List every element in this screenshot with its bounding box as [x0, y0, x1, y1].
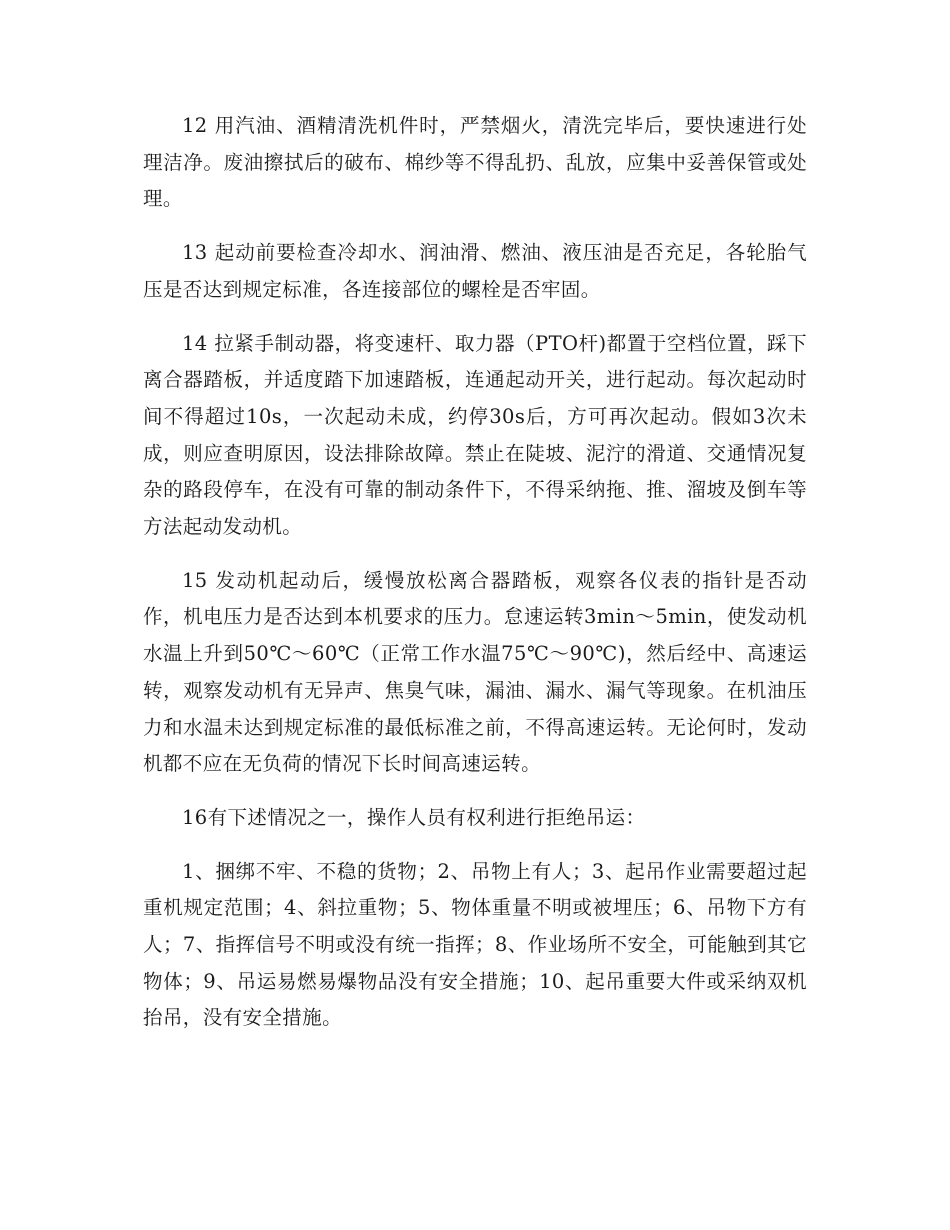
paragraph-item-13: 13 起动前要检查冷却水、润油滑、燃油、液压油是否充足，各轮胎气压是否达到规定标准，各连接部位的螺栓是否牢固。 [143, 241, 807, 301]
paragraph-item-12: 12 用汽油、酒精清洗机件时，严禁烟火，清洗完毕后，要快速进行处理洁净。废油擦拭后的破布、棉纱等不得乱扔、乱放，应集中妥善保管或处理。 [143, 114, 807, 211]
document-body [143, 108, 807, 1054]
paragraph-refusal-list: 1、捆绑不牢、不稳的货物；2、吊物上有人；3、起吊作业需要超过起重机规定范围；4、斜拉重物；5、物体重量不明或被埋压；6、吊物下方有人；7、指挥信号不明或没有统一指挥；8、作业场所不安全，可能触到其它物体；9、吊运易燃易爆物品没有安全措施；10、起吊重要大件或采纳双机抬吊，没有安全措施。 [143, 859, 807, 1030]
paragraph-item-15: 15 发动机起动后，缓慢放松离合器踏板，观察各仪表的指针是否动作，机电压力是否达到本机要求的压力。怠速运转3min～5min，使发动机水温上升到50℃～60℃（正常工作水温75℃～90℃)，然后经中、高速运转，观察发动机有无异声、焦臭气味，漏油、漏水、漏气等现象。在机油压力和水温未达到规定标准的最低标准之前，不得高速运转。无论何时，发动机都不应在无负荷的情况下长时间高速运转。 [143, 568, 807, 776]
paragraph-item-14: 14 拉紧手制动器，将变速杆、取力器（PTO杆)都置于空档位置，踩下离合器踏板，并适度踏下加速踏板，连通起动开关，进行起动。每次起动时间不得超过10s，一次起动未成，约停30s后，方可再次起动。假如3次未成，则应查明原因，设法排除故障。禁止在陡坡、泥泞的滑道、交通情况复杂的路段停车，在没有可靠的制动条件下，不得采纳拖、推、溜坡及倒车等方法起动发动机。 [143, 331, 807, 539]
paragraph-item-16: 16有下述情况之一，操作人员有权利进行拒绝吊运： [182, 805, 646, 829]
